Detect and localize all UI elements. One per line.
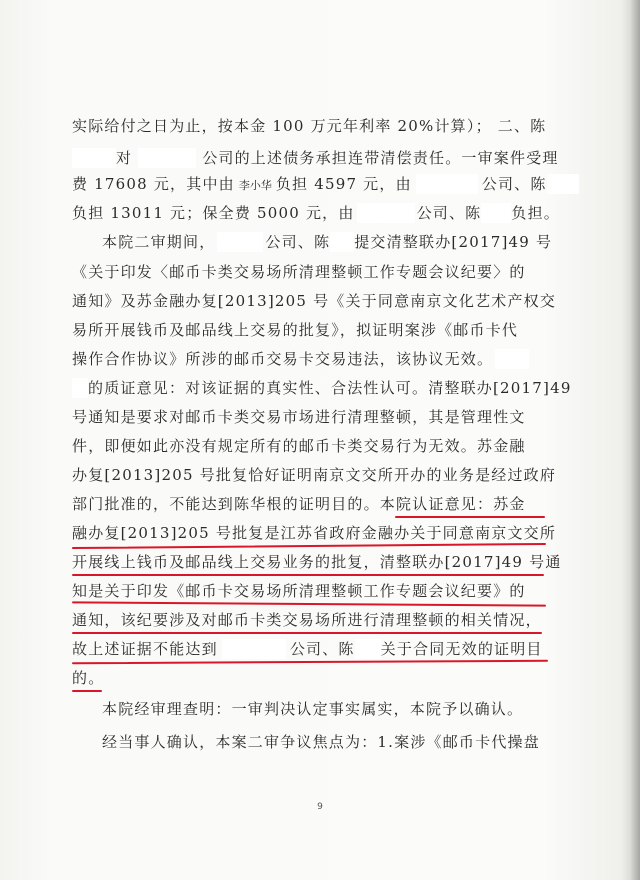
text-run: 负担 13011 元；保全费 5000 元，由 [72, 204, 355, 222]
text-line [72, 148, 559, 168]
text-run: 负担。 [511, 204, 560, 222]
redaction-mark [138, 148, 196, 168]
text-run: 《关于印发〈邮币卡类交易场所清理整顿工作专题会议纪要〉的 [72, 263, 526, 281]
text-run: 通知》及苏金融办复[2013]205 号《关于同意南京文化艺术产权交 [72, 292, 557, 310]
text-run: 部门批准的，不能达到陈华根的证明目的。本院认证意见：苏金 [72, 495, 526, 513]
text-run: 易所开展钱币及邮品线上交易的批复》，拟证明案涉《邮币卡代 [72, 321, 519, 339]
red-underline [72, 574, 544, 576]
page-edge-shadow [630, 0, 640, 880]
text-run: 操作合作协议》所涉的邮币交易卡交易违法，该协议无效。 [72, 350, 494, 368]
text-line [72, 320, 552, 340]
red-underline [72, 632, 542, 634]
text-run: 的。 [72, 669, 105, 687]
redaction-mark [355, 639, 381, 659]
text-line [72, 668, 552, 688]
text-run: 负担 4597 元，由 [275, 175, 412, 193]
redaction-mark [481, 203, 511, 223]
redaction-mark [547, 174, 579, 194]
text-run: 费 17608 元，其中由 [72, 175, 235, 193]
red-underline [395, 516, 545, 518]
text-line [102, 699, 582, 719]
page-number: 9 [317, 802, 323, 812]
text-run: 开展线上钱币及邮品线上交易业务的批复，清整联办[2017]49 号通 [72, 553, 562, 571]
text-run: 本院二审期间， [102, 233, 216, 251]
text-run: 知是关于印发《邮币卡交易场所清理整顿工作专题会议纪要》的 [72, 582, 526, 600]
redaction-mark [72, 378, 88, 398]
text-run: 件，即便如此亦没有规定所有的邮币卡类交易行为无效。苏金融 [72, 437, 526, 455]
text-line [102, 732, 582, 752]
text-run: 公司、陈 [289, 640, 355, 658]
redaction-mark [416, 174, 478, 194]
text-line [72, 494, 552, 514]
text-line [72, 116, 552, 136]
red-underline [72, 690, 102, 692]
text-run: 公司、陈 [265, 233, 331, 251]
redaction-mark [330, 232, 354, 252]
text-line [72, 523, 557, 543]
text-line [72, 610, 552, 630]
text-run: 办复[2013]205 号批复恰好证明南京文交所开办的业务是经过政府 [72, 466, 557, 484]
redaction-mark [72, 148, 116, 168]
text-line [102, 232, 582, 252]
text-line [72, 262, 552, 282]
text-run: 本院经审理查明：一审判决认定事实属实，本院予以确认。 [102, 700, 524, 718]
text-line [72, 552, 562, 572]
text-line [72, 378, 572, 398]
text-run: 经当事人确认，本案二审争议焦点为：1.案涉《邮币卡代操盘 [102, 733, 540, 751]
red-underline [72, 601, 546, 606]
text-line [72, 291, 557, 311]
text-line [72, 465, 557, 485]
text-run: 公司、陈 [481, 175, 547, 193]
redaction-mark [357, 203, 415, 223]
redaction-mark [217, 232, 263, 252]
text-run: 实际给付之日为止，按本金 100 万元年利率 20%计算）； 二、陈 [72, 117, 547, 135]
text-run: 关于合同无效的证明目 [380, 640, 543, 658]
red-underline [72, 660, 548, 664]
text-line [72, 581, 552, 601]
text-run: 的质证意见：对该证据的真实性、合法性认可。清整联办[2017]49 [88, 379, 572, 397]
text-line [72, 174, 552, 196]
text-run: 融办复[2013]205 号批复是江苏省政府金融办关于同意南京文交所 [72, 524, 557, 542]
text-line [72, 436, 552, 456]
inserted-name: 李小华 [238, 179, 272, 192]
text-run: 号通知是要求对邮币卡类交易市场进行清理整顿，其是管理性文 [72, 408, 526, 426]
redaction-mark [222, 639, 286, 659]
text-line [72, 349, 552, 369]
text-run: 故上述证据不能达到 [72, 640, 218, 658]
text-line [72, 203, 560, 223]
redaction-mark [495, 349, 529, 369]
text-line [72, 407, 552, 427]
text-run: 对 [116, 149, 133, 167]
text-line [72, 639, 552, 659]
red-underline [72, 543, 546, 549]
text-run: 公司的上述债务承担连带清偿责任。一审案件受理 [202, 149, 559, 167]
text-run: 提交清整联办[2017]49 号 [354, 233, 553, 251]
text-run: 公司、陈 [416, 204, 482, 222]
text-run: 通知，该纪要涉及对邮币卡类交易场所进行清理整顿的相关情况， [72, 611, 542, 629]
